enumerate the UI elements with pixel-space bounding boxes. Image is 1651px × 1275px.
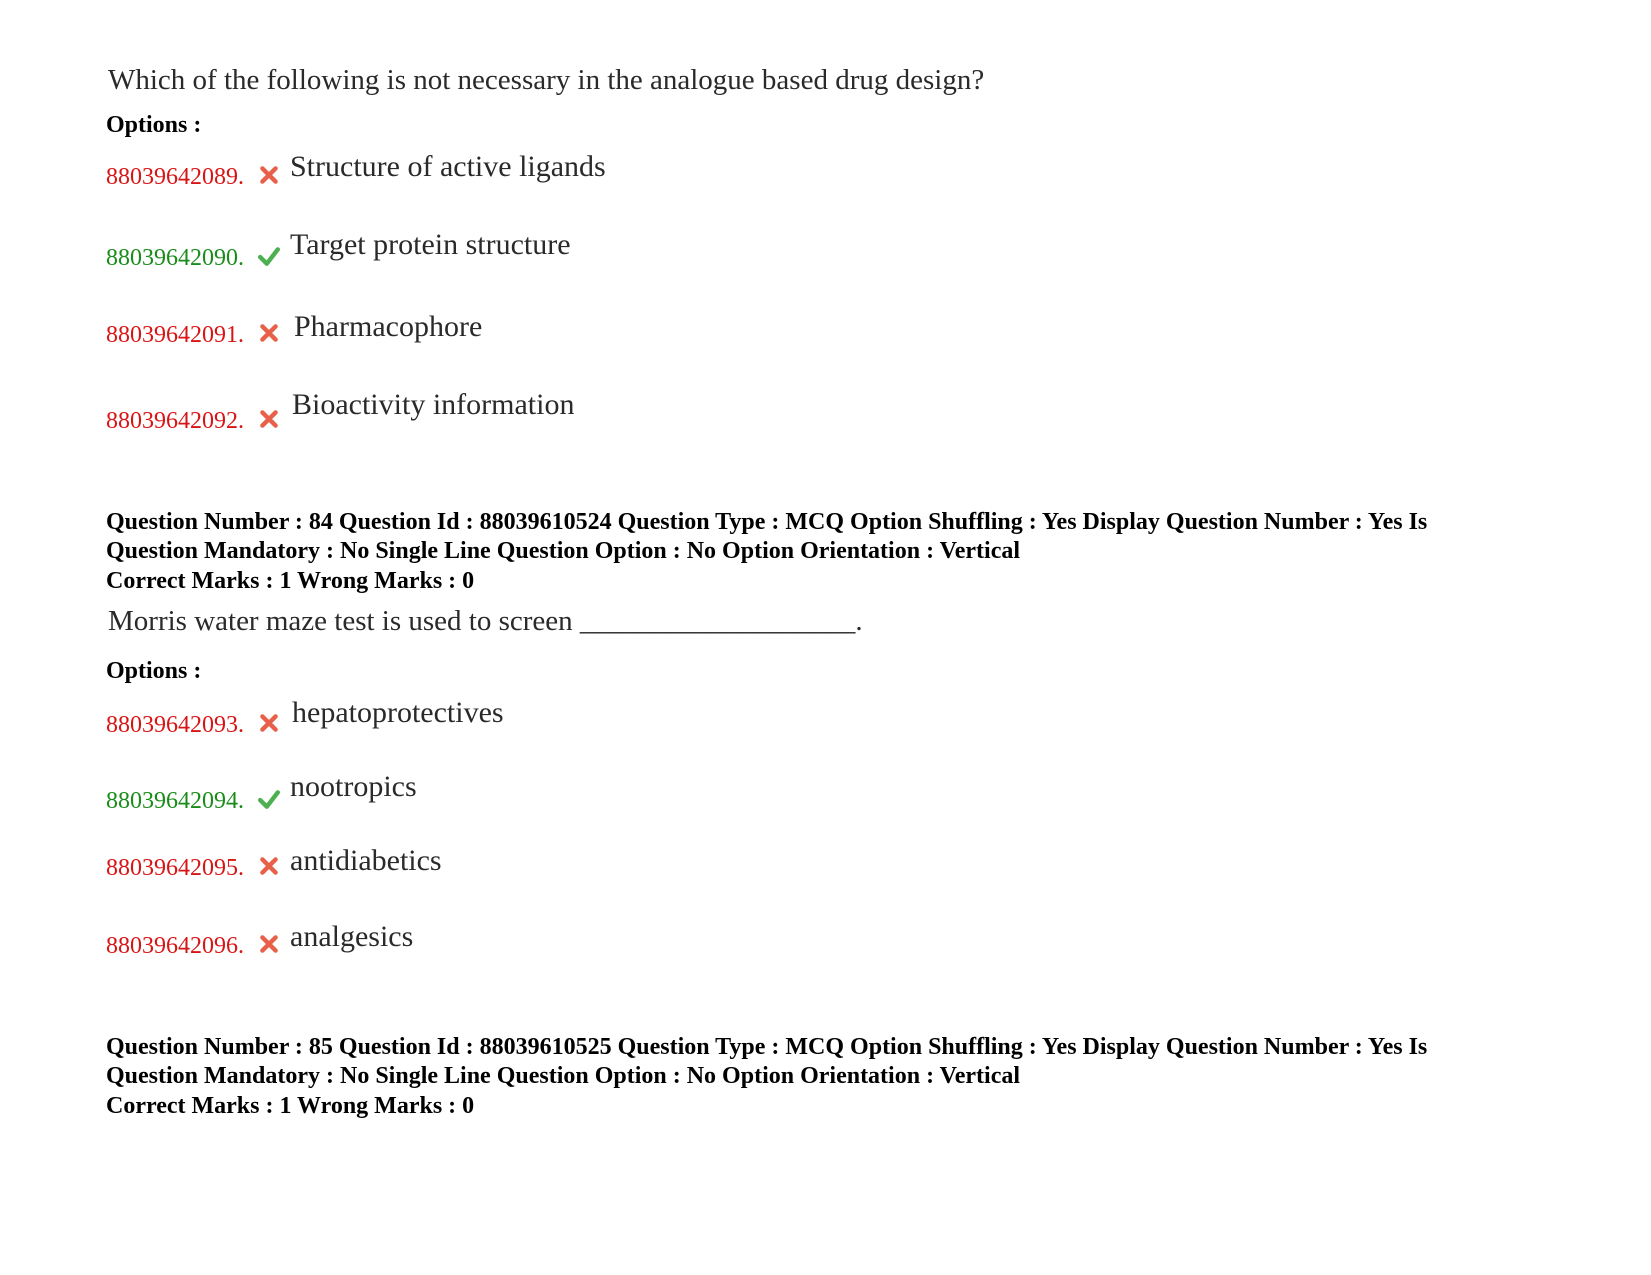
check-icon: [258, 788, 280, 810]
cross-icon: [258, 712, 280, 734]
option-text: Bioactivity information: [292, 388, 575, 421]
marks-info: Correct Marks : 1 Wrong Marks : 0: [106, 1093, 475, 1119]
question-text: Morris water maze test is used to screen ___________________.: [108, 605, 863, 637]
question-metadata: [106, 1033, 1546, 1091]
option-id: 88039642096.: [106, 933, 244, 959]
question-text: Which of the following is not necessary in the analogue based drug design?: [108, 64, 985, 96]
cross-icon: [258, 855, 280, 877]
option-id: 88039642089.: [106, 164, 244, 190]
option-id: 88039642090.: [106, 245, 244, 271]
check-icon: [258, 245, 280, 267]
cross-icon: [258, 164, 280, 186]
option-id: 88039642094.: [106, 788, 244, 814]
cross-icon: [258, 322, 280, 344]
option-id: 88039642092.: [106, 408, 244, 434]
question-metadata: [106, 508, 1546, 566]
option-id: 88039642091.: [106, 322, 244, 348]
option-text: nootropics: [290, 770, 417, 803]
metadata-line: Question Mandatory : No Single Line Question Option : No Option Orientation : Vertical: [106, 1063, 1021, 1089]
marks-info: Correct Marks : 1 Wrong Marks : 0: [106, 568, 475, 594]
option-text: Target protein structure: [290, 228, 571, 261]
cross-icon: [258, 408, 280, 430]
option-text: Pharmacophore: [294, 310, 483, 343]
metadata-line: Question Number : 84 Question Id : 88039610524 Question Type : MCQ Option Shuffling : Yes Display Question Number : Yes Is: [106, 509, 1428, 535]
metadata-line: Question Number : 85 Question Id : 88039610525 Question Type : MCQ Option Shuffling : Yes Display Question Number : Yes Is: [106, 1034, 1428, 1060]
option-text: hepatoprotectives: [292, 696, 504, 729]
metadata-line: Question Mandatory : No Single Line Question Option : No Option Orientation : Vertical: [106, 538, 1021, 564]
option-text: analgesics: [290, 920, 414, 953]
options-label: Options :: [106, 658, 202, 684]
option-id: 88039642093.: [106, 712, 244, 738]
option-id: 88039642095.: [106, 855, 244, 881]
option-text: antidiabetics: [290, 844, 442, 877]
options-label: Options :: [106, 112, 202, 138]
cross-icon: [258, 933, 280, 955]
option-text: Structure of active ligands: [290, 150, 606, 183]
